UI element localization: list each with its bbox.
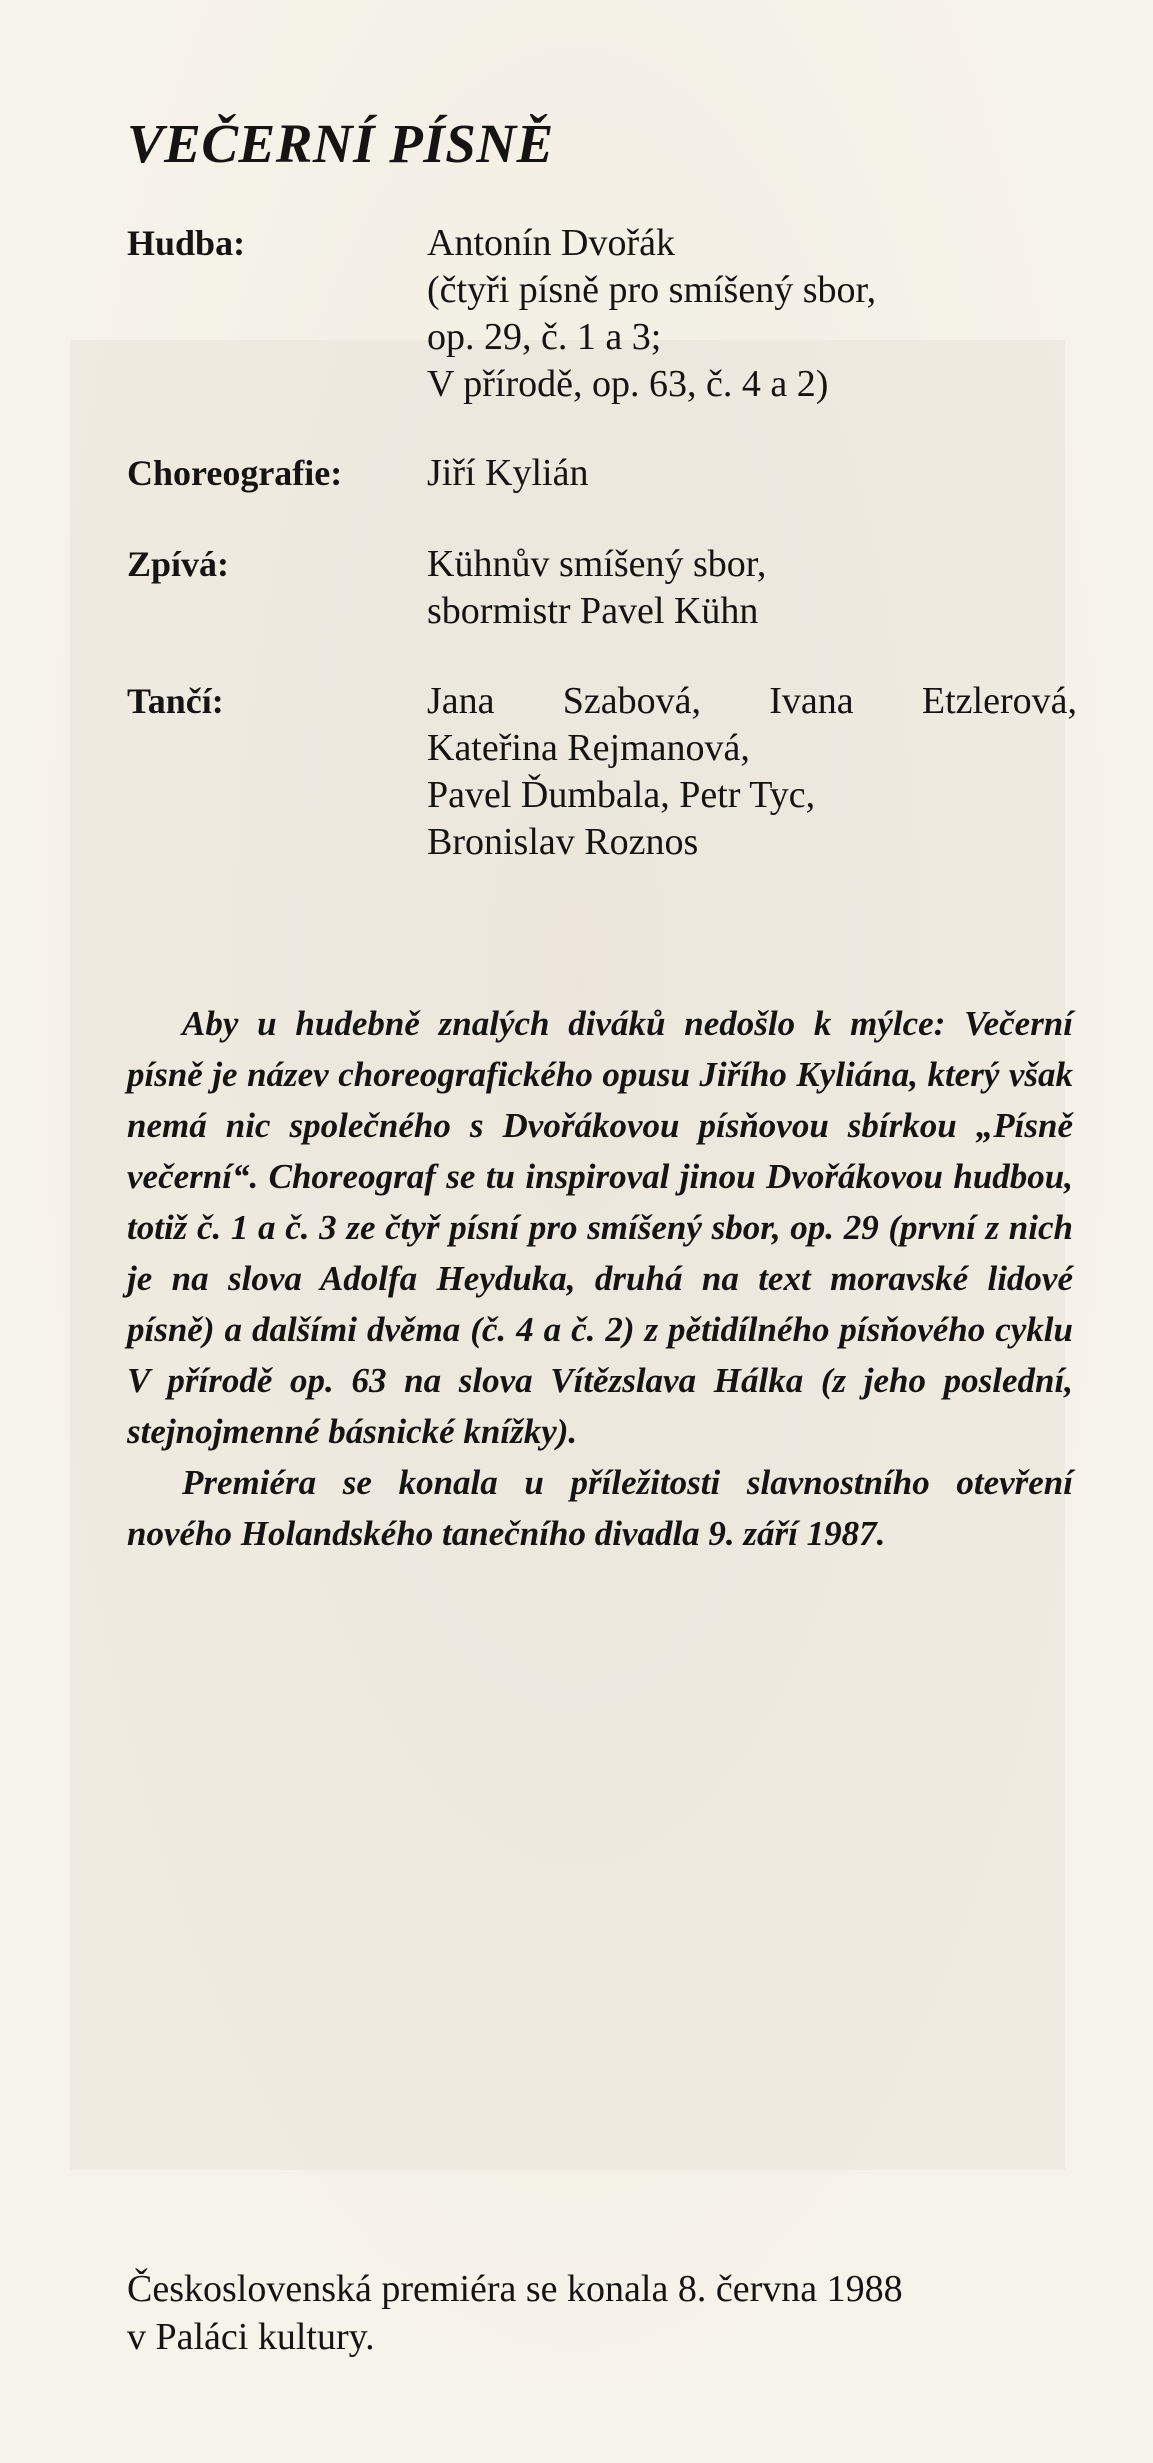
credit-line: sbormistr Pavel Kühn xyxy=(427,590,759,632)
page-title: VEČERNÍ PÍSNĚ xyxy=(127,113,554,174)
credit-line: Jana Szabová, Ivana Etzlerová, xyxy=(427,680,1077,722)
credit-line: Pavel Ďumbala, Petr Tyc, xyxy=(427,774,816,816)
premiere-footer xyxy=(127,2265,1073,2361)
credit-line: V přírodě, op. 63, č. 4 a 2) xyxy=(427,363,829,405)
credit-label: Hudba: xyxy=(127,223,246,263)
credit-line: Kateřina Rejmanová, xyxy=(427,727,750,769)
footer-line: Československá premiéra se konala 8. června 1988 xyxy=(127,2268,903,2310)
credit-line: (čtyři písně pro smíšený sbor, xyxy=(427,269,877,311)
credit-value xyxy=(427,678,1077,866)
credit-value xyxy=(427,450,1077,497)
credit-label: Zpívá: xyxy=(127,544,230,584)
footer-line: v Paláci kultury. xyxy=(127,2316,375,2358)
credit-value xyxy=(427,220,1077,408)
credit-line: Jiří Kylián xyxy=(427,452,589,494)
program-note xyxy=(127,998,1073,1559)
credit-value xyxy=(427,541,1077,635)
credit-label: Choreografie: xyxy=(127,453,343,493)
credit-line: Antonín Dvořák xyxy=(427,222,676,264)
credit-label: Tančí: xyxy=(127,681,224,721)
credit-line: Bronislav Roznos xyxy=(427,821,699,863)
credit-line: Kühnův smíšený sbor, xyxy=(427,543,767,585)
credit-line: op. 29, č. 1 a 3; xyxy=(427,316,662,358)
note-paragraph: Aby u hudebně znalých diváků nedošlo k mýlce: Večerní písně je název choreografického opusu Jiřího Kyliána, který však nemá nic společného s Dvořákovou písňovou sbírkou „Písně večerní“. Choreograf se tu inspiroval jinou Dvořákovou hudbou, totiž č. 1 a č. 3 ze čtyř písní pro smíšený sbor, op. 29 (první z nich je na slova Adolfa Heyduka, druhá na text moravské lidové písně) a dalšími dvěma (č. 4 a č. 2) z pětidílného písňového cyklu V přírodě op. 63 na slova Vítězslava Hálka (z jeho poslední, stejnojmenné básnické knížky). xyxy=(127,1004,1073,1451)
note-paragraph: Premiéra se konala u příležitosti slavnostního otevření nového Holandského tanečního divadla 9. září 1987. xyxy=(127,1463,1073,1553)
